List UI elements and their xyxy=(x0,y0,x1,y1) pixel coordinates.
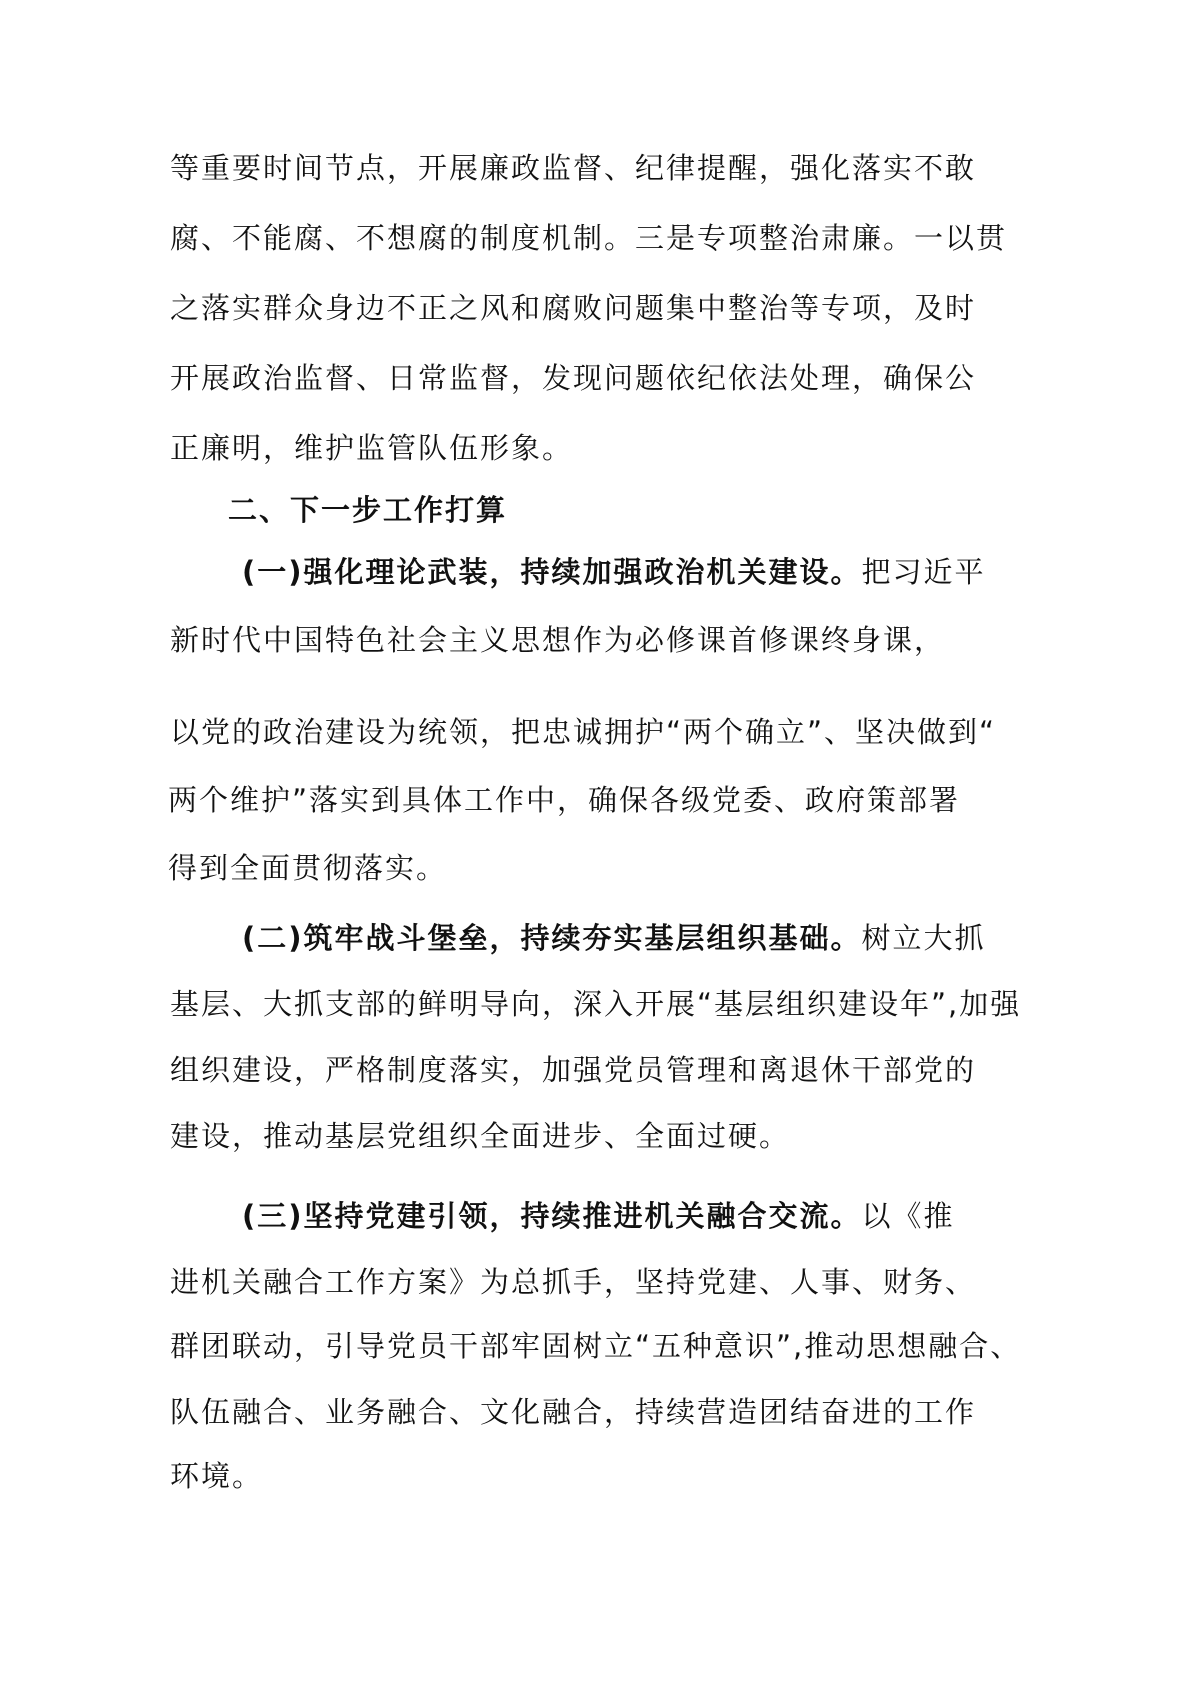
item-1-text: 把习近平 xyxy=(861,555,986,589)
body-line: 腐、不能腐、不想腐的制度机制。三是专项整治肃廉。一以贯 xyxy=(170,221,1008,255)
section-heading: 二、下一步工作打算 xyxy=(228,493,508,527)
item-2-text: 树立大抓 xyxy=(861,921,986,955)
body-line: 以党的政治建设为统领，把忠诚拥护“两个确立”、坚决做到“ xyxy=(170,715,997,749)
item-1-first-line xyxy=(242,552,986,592)
item-3-first-line xyxy=(242,1196,955,1236)
body-line: 等重要时间节点，开展廉政监督、纪律提醒，强化落实不敢 xyxy=(170,151,977,185)
body-line: 环境。 xyxy=(170,1459,264,1493)
body-line: 组织建设，严格制度落实，加强党员管理和离退休干部党的 xyxy=(170,1053,977,1087)
body-line: 群团联动，引导党员干部牢固树立“五种意识”,推动思想融合、 xyxy=(170,1329,1022,1363)
body-line: 两个维护”落实到具体工作中，确保各级党委、政府策部署 xyxy=(168,783,961,817)
body-line: 队伍融合、业务融合、文化融合，持续营造团结奋进的工作 xyxy=(170,1395,977,1429)
item-2-title: (二)筑牢战斗堡垒，持续夯实基层组织基础。 xyxy=(242,921,862,955)
body-line: 之落实群众身边不正之风和腐败问题集中整治等专项，及时 xyxy=(170,291,977,325)
body-line: 开展政治监督、日常监督，发现问题依纪依法处理，确保公 xyxy=(170,361,977,395)
item-3-title: (三)坚持党建引领，持续推进机关融合交流。 xyxy=(242,1199,862,1233)
body-line: 进机关融合工作方案》为总抓手，坚持党建、人事、财务、 xyxy=(170,1265,977,1299)
body-line: 正廉明，维护监管队伍形象。 xyxy=(170,431,574,465)
body-line: 新时代中国特色社会主义思想作为必修课首修课终身课， xyxy=(170,623,946,657)
item-1-title: (一)强化理论武装，持续加强政治机关建设。 xyxy=(242,555,862,589)
item-3-text: 以《推 xyxy=(861,1199,955,1233)
body-line: 基层、大抓支部的鲜明导向，深入开展“基层组织建设年”,加强 xyxy=(170,987,1022,1021)
body-line: 得到全面贯彻落实。 xyxy=(168,851,448,885)
item-2-first-line xyxy=(242,918,986,958)
body-line: 建设，推动基层党组织全面进步、全面过硬。 xyxy=(170,1119,791,1153)
